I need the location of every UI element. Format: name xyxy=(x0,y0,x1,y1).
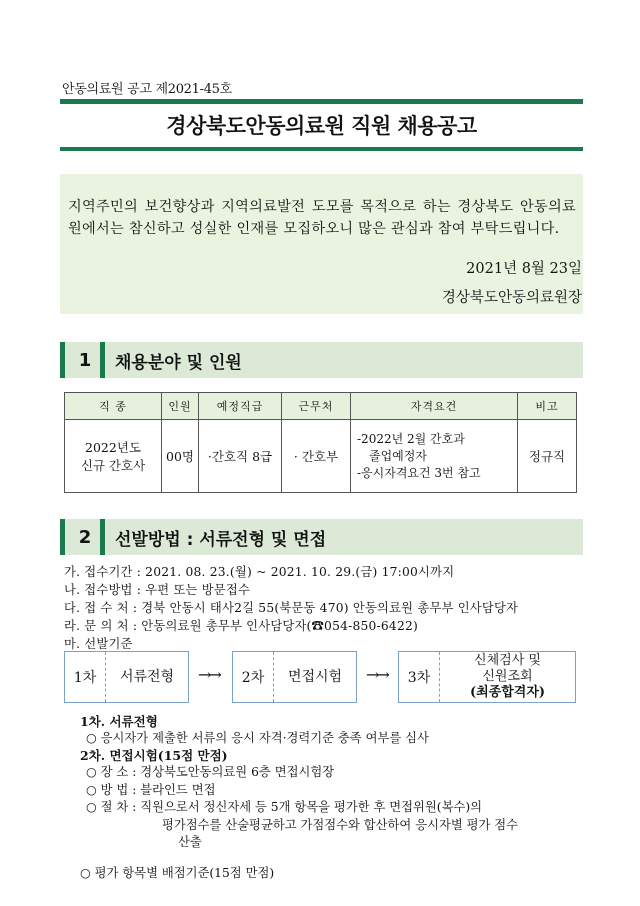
flow-step-3-label xyxy=(440,653,575,701)
step2-method: ○ 방 법 : 블라인드 면접 xyxy=(86,783,216,797)
col-header-count: 인원 xyxy=(162,393,199,420)
cell-count: 00명 xyxy=(162,420,199,493)
qual-line2: 졸업예정자 xyxy=(369,448,427,463)
issuing-org: 경상북도안동의료원장 xyxy=(441,290,582,306)
flow-step-3-num: 3차 xyxy=(399,652,440,702)
cell-job-line1: 2022년도 xyxy=(85,440,141,455)
list-item: 라. 문 의 처 : 안동의료원 총무부 인사담당자(☎054-850-6422) xyxy=(64,619,418,633)
application-info-list xyxy=(64,563,518,653)
qual-line1: -2022년 2월 간호과 xyxy=(357,431,465,446)
section2-number: 2 xyxy=(60,519,105,555)
step2-procedure-line3: 산출 xyxy=(178,835,202,849)
criteria-heading: ○ 평가 항목별 배점기준(15점 만점) xyxy=(80,866,275,880)
notice-number: 안동의료원 공고 제2021-45호 xyxy=(62,82,232,97)
cell-qualification xyxy=(351,420,518,493)
step1-body: ○ 응시자가 제출한 서류의 응시 자격·경력기준 충족 여부를 심사 xyxy=(86,731,429,745)
list-item: 가. 접수기간 : 2021. 08. 23.(월) ~ 2021. 10. 29.(금) 17:00시까지 xyxy=(64,565,455,579)
flow-step-1 xyxy=(64,651,189,703)
flow-step-3-line1: 신체검사 및 xyxy=(474,653,541,668)
step1-heading: 1차. 서류전형 xyxy=(80,714,158,729)
list-item: 나. 접수방법 : 우편 또는 방문접수 xyxy=(64,583,251,597)
step2-heading: 2차. 면접시험(15점 만점) xyxy=(80,748,228,763)
cell-grade: ·간호직 8급 xyxy=(199,420,282,493)
cell-workplace: · 간호부 xyxy=(282,420,351,493)
title-rule-bottom xyxy=(60,147,583,151)
flow-step-1-label: 서류전형 xyxy=(119,669,175,685)
qual-line3: -응시자격요건 3번 참고 xyxy=(357,465,481,480)
section1-number: 1 xyxy=(60,342,105,378)
col-header-grade: 예정직급 xyxy=(199,393,282,420)
flow-step-2 xyxy=(232,651,357,703)
flow-step-3 xyxy=(398,651,576,703)
flow-step-1-num: 1차 xyxy=(65,652,106,702)
table-header-row xyxy=(65,393,577,420)
list-item: 다. 접 수 처 : 경북 안동시 태사2길 55(북문동 470) 안동의료원 총무부 인사담당자 xyxy=(64,601,519,615)
flow-step-3-line3: (최종합격자) xyxy=(469,685,546,700)
cell-job xyxy=(65,420,162,493)
flow-arrow-icon: →→ xyxy=(366,665,387,684)
col-header-workplace: 근무처 xyxy=(282,393,351,420)
flow-arrow-icon: →→ xyxy=(198,665,219,684)
col-header-job: 직 종 xyxy=(65,393,162,420)
section1-title: 채용분야 및 인원 xyxy=(100,342,583,378)
cell-job-line2: 신규 간호사 xyxy=(80,458,146,473)
title-rule-top xyxy=(60,99,583,104)
step2-procedure-line1: ○ 절 차 : 직원으로서 정신자세 등 5개 항목을 평가한 후 면접위원(복수)의 xyxy=(86,800,483,814)
recruitment-table xyxy=(64,392,577,493)
table-row xyxy=(65,420,577,493)
cell-note: 정규직 xyxy=(518,420,577,493)
flow-step-2-num: 2차 xyxy=(233,652,274,702)
col-header-note: 비고 xyxy=(518,393,577,420)
step2-place: ○ 장 소 : 경상북도안동의료원 6층 면접시험장 xyxy=(86,765,335,779)
flow-step-2-label: 면접시험 xyxy=(287,669,343,685)
section2-title: 선발방법 : 서류전형 및 면접 xyxy=(100,519,583,555)
intro-text: 지역주민의 보건향상과 지역의료발전 도모를 목적으로 하는 경상북도 안동의료원에서는 참신하고 성실한 인재를 모집하오니 많은 관심과 참여 부탁드립니다. xyxy=(68,199,576,237)
notice-date: 2021년 8월 23일 xyxy=(466,261,582,277)
step2-procedure-line2: 평가점수를 산술평균하고 가점점수와 합산하여 응시자별 평가 점수 xyxy=(162,818,519,832)
list-item: 마. 선발기준 xyxy=(64,637,133,651)
col-header-qualification: 자격요건 xyxy=(351,393,518,420)
page-title: 경상북도안동의료원 직원 채용공고 xyxy=(166,114,477,138)
flow-step-3-line2: 신원조회 xyxy=(482,669,533,684)
